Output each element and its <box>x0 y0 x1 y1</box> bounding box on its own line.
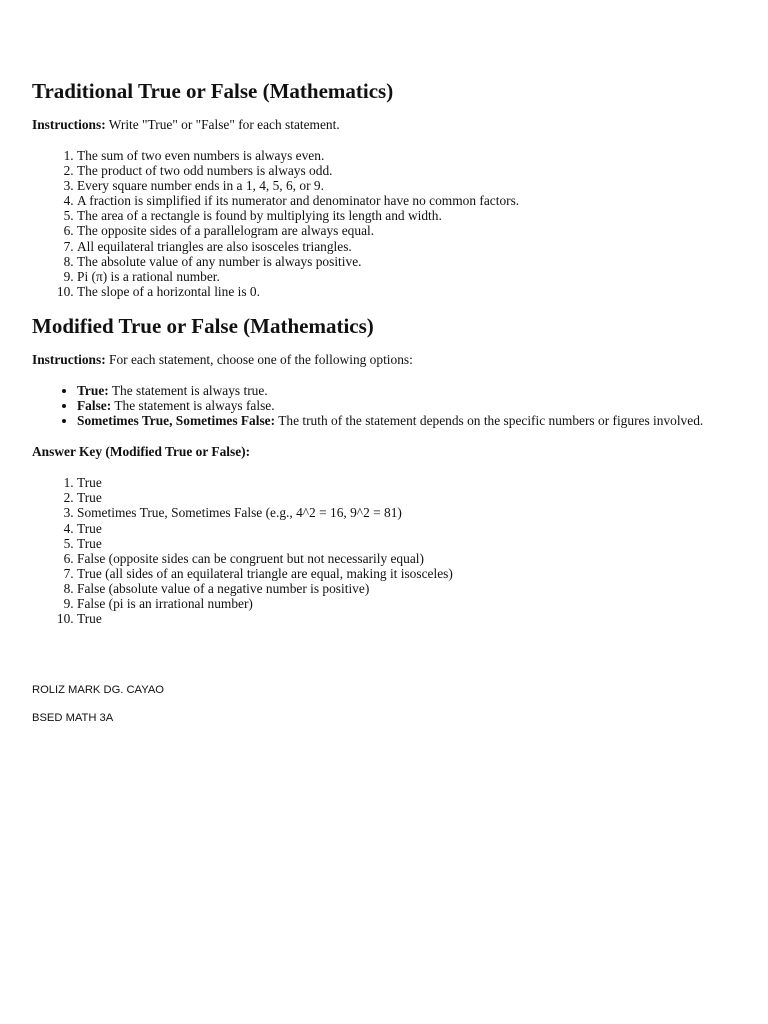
option-label: Sometimes True, Sometimes False: <box>77 413 276 429</box>
answer-key-title: Answer Key (Modified True or False): <box>32 444 251 460</box>
list-item: 4. A fraction is simplified if its numerator and denominator have no common factors. <box>77 193 742 208</box>
list-item: 10. The slope of a horizontal line is 0. <box>77 284 742 299</box>
list-item: 5. True <box>77 536 742 551</box>
option-text: The statement is always false. <box>111 398 275 414</box>
list-item: 6. False (opposite sides can be congruent but not necessarily equal) <box>77 551 742 566</box>
traditional-instructions-text: Write "True" or "False" for each statement. <box>105 117 340 132</box>
option-label: False: <box>77 398 112 414</box>
list-item: 2. True <box>77 490 742 505</box>
author-course: BSED MATH 3A <box>32 712 114 724</box>
list-item: 10. True <box>77 611 742 626</box>
list-item: 9. False (pi is an irrational number) <box>77 596 742 611</box>
list-item: 8. The absolute value of any number is always positive. <box>77 254 742 269</box>
list-item: 3. Sometimes True, Sometimes False (e.g., 4^2 = 16, 9^2 = 81) <box>77 505 742 520</box>
modified-options-list <box>32 383 742 428</box>
traditional-instructions <box>32 117 742 132</box>
answer-key-list <box>32 475 742 626</box>
list-item: 6. The opposite sides of a parallelogram are always equal. <box>77 223 742 238</box>
option-text: The truth of the statement depends on the specific numbers or figures involved. <box>275 413 704 429</box>
modified-instructions-text: For each statement, choose one of the following options: <box>105 351 413 367</box>
list-item <box>77 383 742 398</box>
modified-title: Modified True or False (Mathematics) <box>32 313 374 338</box>
option-text: The statement is always true. <box>108 382 268 398</box>
traditional-title: Traditional True or False (Mathematics) <box>32 79 394 103</box>
list-item: 9. Pi (π) is a rational number. <box>77 269 742 284</box>
list-item: 7. True (all sides of an equilateral triangle are equal, making it isosceles) <box>77 566 742 581</box>
list-item: 4. True <box>77 521 742 536</box>
list-item <box>77 398 742 413</box>
document-page <box>32 78 742 626</box>
option-label: True: <box>77 382 109 398</box>
list-item: 8. False (absolute value of a negative number is positive) <box>77 581 742 596</box>
list-item: 1. True <box>77 475 742 490</box>
list-item <box>77 413 742 428</box>
list-item: 7. All equilateral triangles are also isosceles triangles. <box>77 239 742 254</box>
traditional-instructions-label: Instructions: <box>32 117 106 132</box>
list-item: 5. The area of a rectangle is found by multiplying its length and width. <box>77 208 742 223</box>
list-item: 3. Every square number ends in a 1, 4, 5, 6, or 9. <box>77 178 742 193</box>
list-item: 1. The sum of two even numbers is always even. <box>77 148 742 163</box>
modified-instructions-label: Instructions: <box>32 351 106 367</box>
list-item: 2. The product of two odd numbers is always odd. <box>77 163 742 178</box>
traditional-statement-list <box>32 148 742 299</box>
author-name: ROLIZ MARK DG. CAYAO <box>32 684 164 696</box>
modified-instructions <box>32 352 742 367</box>
